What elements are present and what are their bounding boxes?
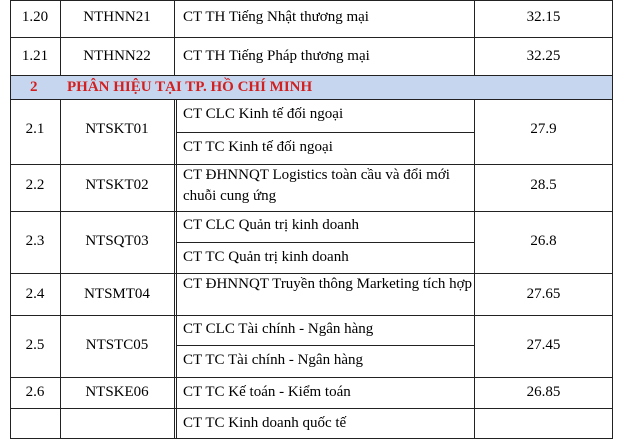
grid-line: [10, 0, 613, 1]
grid-line: [10, 438, 613, 439]
row-code: NTSKE06: [85, 384, 149, 400]
grid-line: [174, 99, 175, 438]
grid-line: [176, 242, 474, 243]
row-score: 32.25: [526, 48, 561, 64]
row-program: CT TH Tiếng Nhật thương mại: [183, 9, 369, 25]
grid-line: [474, 99, 475, 438]
row-stt: 2.5: [25, 337, 45, 353]
grid-line: [10, 211, 613, 212]
row-program: CT TC Kinh tế đối ngoại: [183, 139, 333, 155]
row-code: NTSTC05: [85, 337, 149, 353]
row-stt: 2.2: [25, 177, 45, 193]
row-score: 27.45: [526, 337, 561, 353]
row-program: CT TC Kinh doanh quốc tế: [183, 415, 347, 431]
row-code: NTSQT03: [85, 233, 149, 249]
grid-line: [60, 0, 61, 75]
grid-line: [10, 408, 613, 409]
grid-line: [10, 0, 11, 438]
grid-line: [10, 99, 613, 100]
row-program: CT CLC Tài chính - Ngân hàng: [183, 321, 374, 337]
section-number: 2: [30, 79, 38, 95]
row-code: NTSKT02: [85, 177, 149, 193]
row-code: NTHNN22: [83, 48, 151, 64]
grid-line: [10, 37, 613, 38]
grid-line: [474, 0, 475, 75]
row-stt: 1.20: [21, 9, 49, 25]
row-code: NTSKT01: [85, 121, 149, 137]
row-score: 26.8: [530, 233, 557, 249]
grid-line: [10, 315, 613, 316]
row-program: CT TC Tài chính - Ngân hàng: [183, 352, 363, 368]
grid-line: [176, 132, 474, 133]
row-program: CT TC Kế toán - Kiểm toán: [183, 384, 351, 400]
grid-line: [176, 345, 474, 346]
grid-line: [176, 99, 177, 438]
row-code: NTHNN21: [83, 9, 151, 25]
row-program: CT ĐHNNQT Truyền thông Marketing tích hợp: [183, 276, 473, 292]
grid-line: [60, 99, 61, 438]
row-program: CT CLC Quản trị kinh doanh: [183, 217, 359, 233]
row-score: 27.65: [526, 286, 561, 302]
row-stt: 1.21: [21, 48, 49, 64]
row-stt: 2.3: [25, 233, 45, 249]
row-stt: 2.6: [25, 384, 45, 400]
row-program: CT CLC Kinh tế đối ngoại: [183, 106, 344, 122]
grid-line: [10, 164, 613, 165]
row-stt: 2.4: [25, 286, 45, 302]
row-stt: 2.1: [25, 121, 45, 137]
grid-line: [612, 0, 613, 438]
row-score: 32.15: [526, 9, 561, 25]
grid-line: [10, 377, 613, 378]
grid-line: [10, 273, 613, 274]
row-score: 28.5: [530, 177, 557, 193]
row-program: CT ĐHNNQT Logistics toàn cầu và đổi mới chuỗi cung ứng: [183, 167, 450, 204]
grid-line: [10, 75, 613, 76]
row-score: 26.85: [526, 384, 561, 400]
row-score: 27.9: [530, 121, 557, 137]
row-program: CT TH Tiếng Pháp thương mại: [183, 48, 370, 64]
row-program: CT TC Quản trị kinh doanh: [183, 249, 349, 265]
row-code: NTSMT04: [84, 286, 150, 302]
section-title: PHÂN HIỆU TẠI TP. HỒ CHÍ MINH: [67, 79, 313, 95]
grid-line: [174, 0, 175, 75]
